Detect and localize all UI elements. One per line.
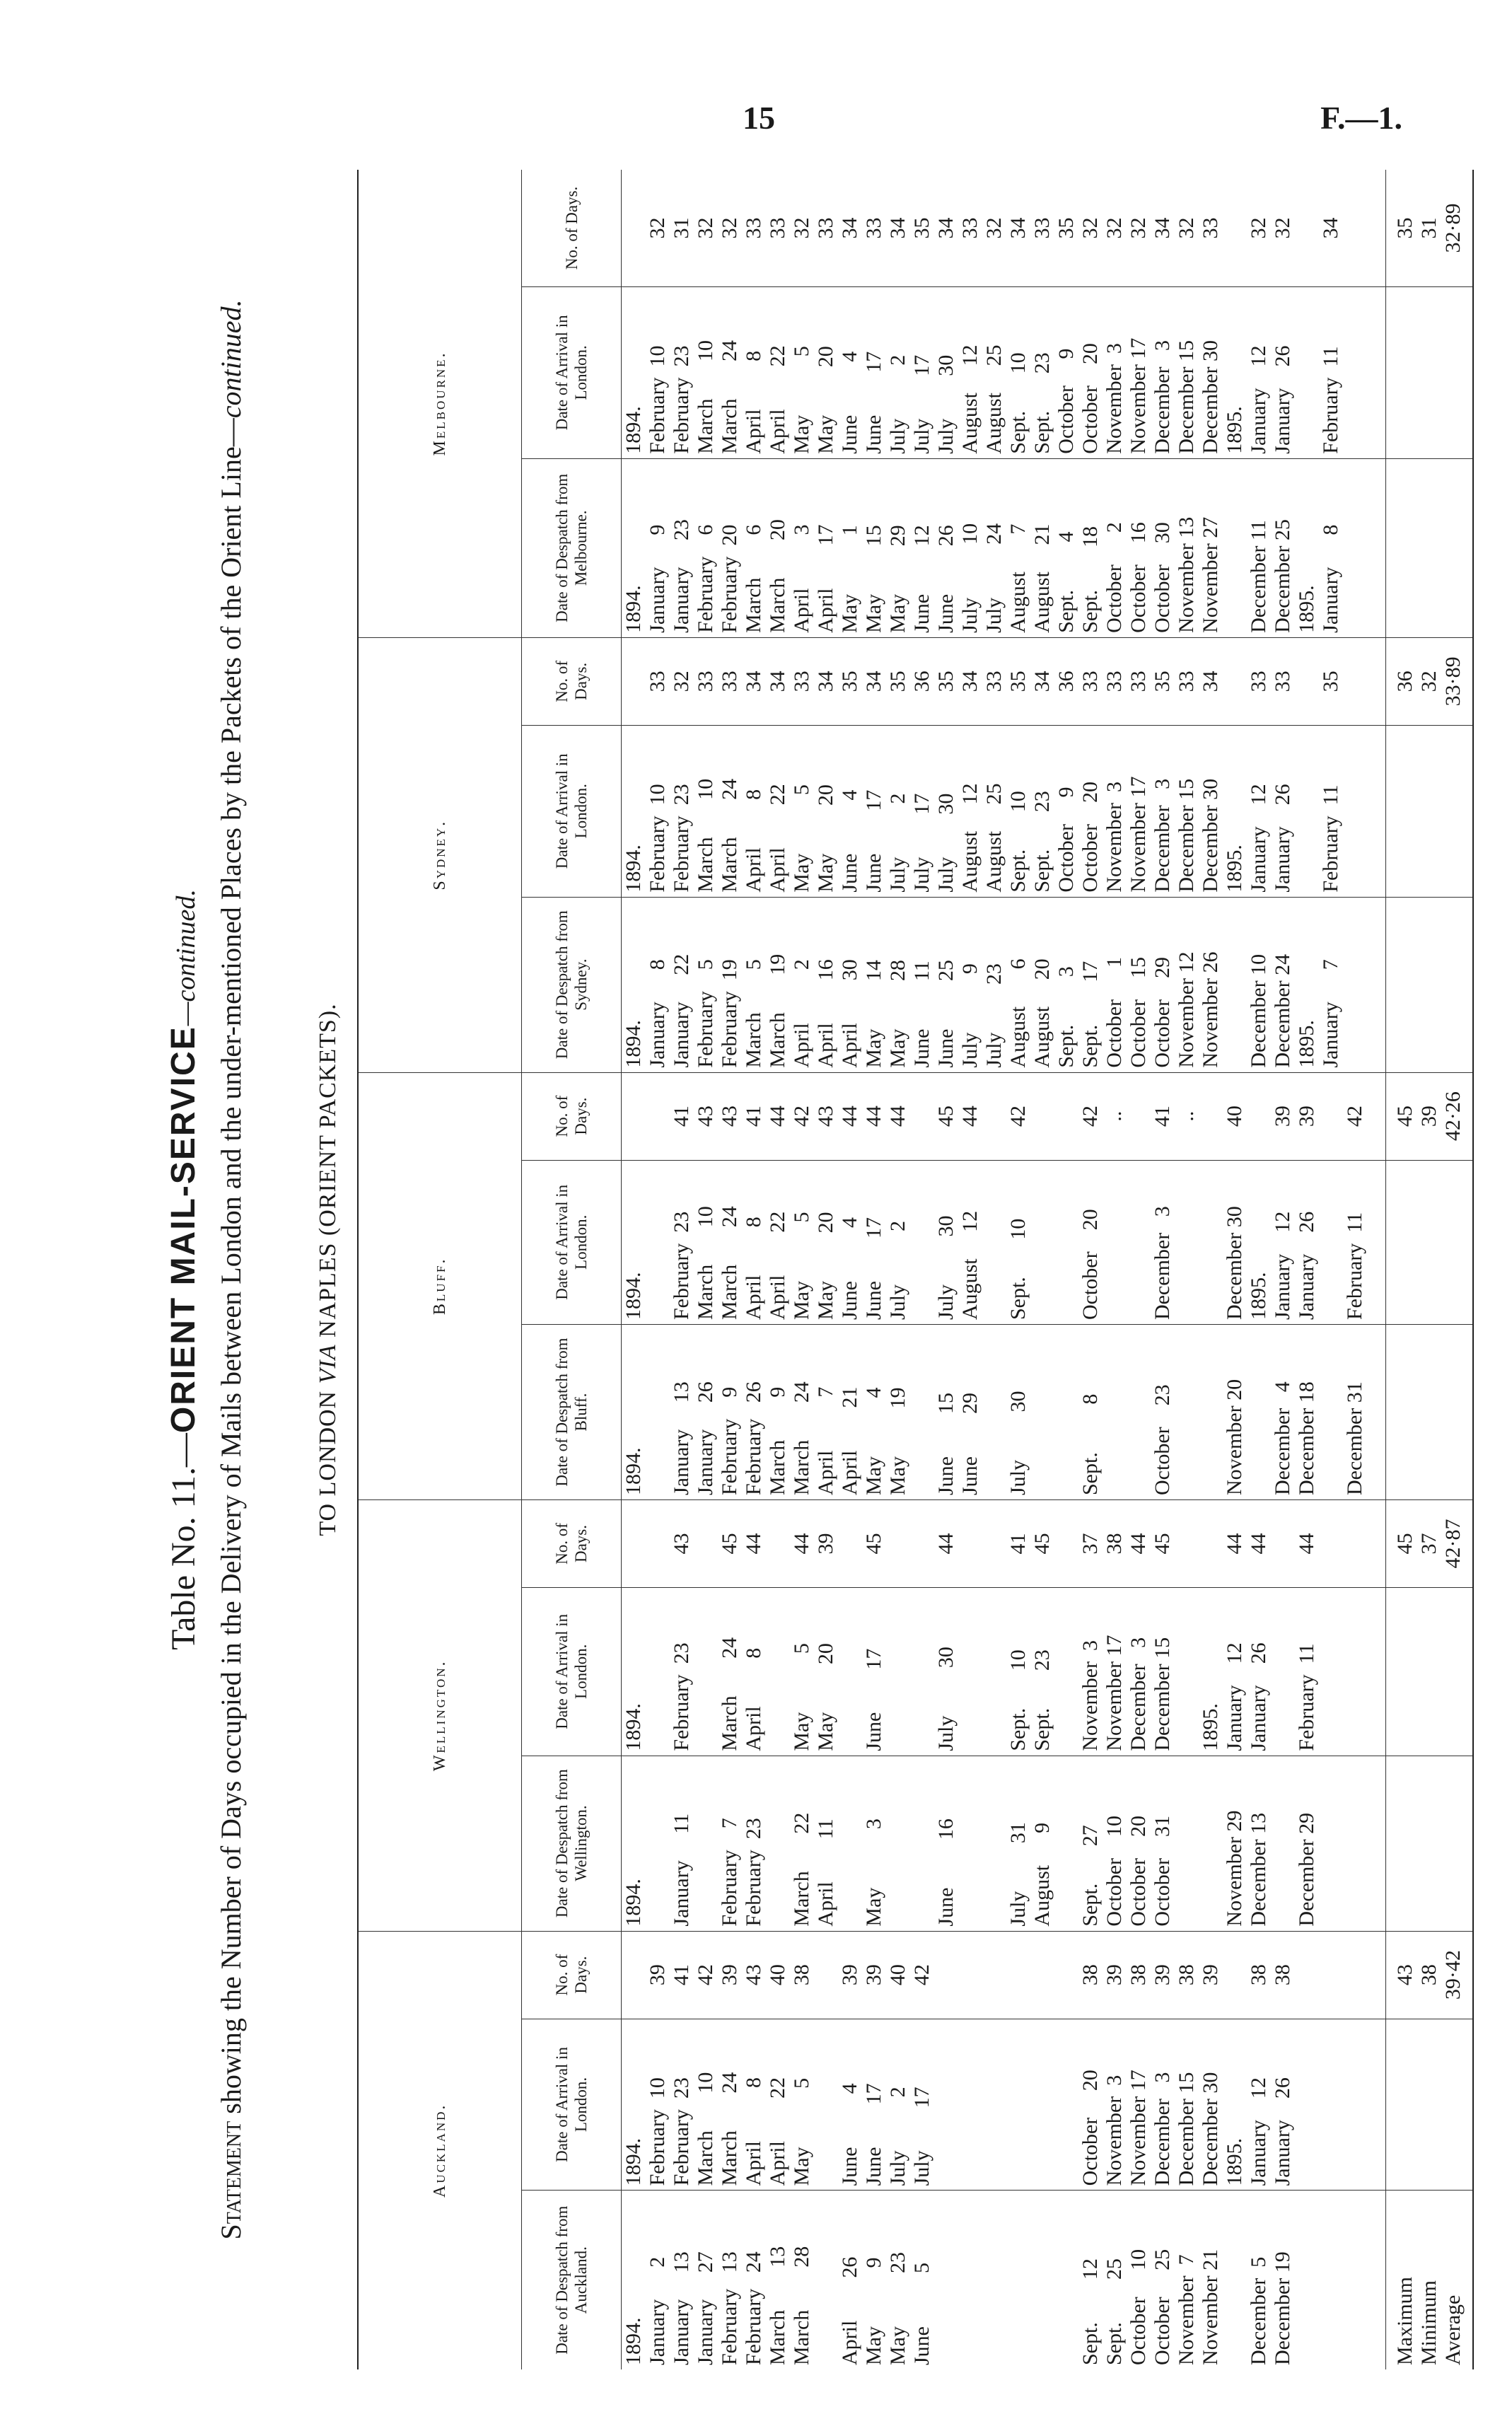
group-sydney: Sydney.	[358, 637, 522, 1072]
subtitle-via: VIA	[315, 1344, 341, 1384]
summary-blank	[1386, 1756, 1474, 1931]
col-bluff-arrival: Date of Arrival in London.	[522, 1160, 622, 1324]
auckland-days-cell: 39 41 42 39 43 40 38 39 39 40 42 38 39 38 39 38 39 38 38	[622, 1931, 1386, 2019]
melbourne-despatch-cell: 1894. January 9 January 23 February 6 February 20 March 6 March 20 April 3 April 17 May 1 May 15 May 29 June 12 June 26 July 10 July 24 August 7 August 21 Sept. 4 Sept. 18 October 2 October 16 October 30 November 13 November 27 December 11 December 25 1895. January 8	[622, 458, 1386, 637]
summary-sydney: 36 32 33·89	[1386, 637, 1474, 725]
statement-text: showing the Number of Days occupied in the Delivery of Mails between London and the under-mentioned Places by the Packets of the Orient Line—	[215, 418, 247, 2121]
statement-suffix: continued.	[215, 299, 247, 419]
summary-blank	[1386, 1588, 1474, 1756]
summary-bluff: 45 39 42·26	[1386, 1072, 1474, 1160]
group-bluff: Bluff.	[358, 1072, 522, 1499]
title-suffix: —continued.	[171, 889, 201, 1026]
summary-blank	[1386, 286, 1474, 458]
col-auckland-despatch: Date of Despatch from Auckland.	[522, 2191, 622, 2369]
statement-line	[214, 170, 248, 2369]
col-sydney-despatch: Date of Despatch from Sydney.	[522, 897, 622, 1072]
col-wellington-despatch: Date of Despatch from Wellington.	[522, 1756, 622, 1931]
melbourne-arrival-cell: 1894. February 10 February 23 March 10 March 24 April 8 April 22 May 5 May 20 June 4 June 17 July 2 July 17 July 30 August 12 August 25 Sept. 10 Sept. 23 October 9 October 20 November 3 November 17 December 3 December 15 December 30 1895. January 12 January 26 February 11	[622, 286, 1386, 458]
bluff-arrival-cell: 1894. February 23 March 10 March 24 April 8 April 22 May 5 May 20 June 4 June 17 July 2 July 30 August 12 Sept. 10 October 20 December 3 December 30 1895. January 12 January 26 February 11	[622, 1160, 1386, 1324]
col-melbourne-despatch: Date of Despatch from Melbourne.	[522, 458, 622, 637]
summary-blank	[1386, 458, 1474, 637]
col-auckland-arrival: Date of Arrival in London.	[522, 2019, 622, 2191]
col-melbourne-days: No. of Days.	[522, 170, 622, 286]
wellington-despatch-cell: 1894. January 11 February 7 February 23 March 22 April 11 May 3 June 16 July 31 August 9 Sept. 27 October 10 October 20 October 31 November 29 December 13 December 29	[622, 1756, 1386, 1931]
mail-service-table	[357, 170, 1474, 2369]
summary-melbourne: 35 31 32·89	[1386, 170, 1474, 286]
col-wellington-days: No. of Days.	[522, 1500, 622, 1588]
title-main: ORIENT MAIL-SERVICE	[165, 1026, 202, 1434]
wellington-days-cell: 43 45 44 44 39 45 44 41 45 37 38 44 45 44 44 44	[622, 1500, 1386, 1588]
summary-blank	[1386, 725, 1474, 897]
table-subtitle	[315, 170, 342, 2369]
summary-blank	[1386, 1160, 1474, 1324]
table-heading	[163, 170, 248, 2369]
rotated-table-page	[163, 170, 1465, 2369]
page-code: F.—1.	[1320, 100, 1402, 136]
group-header-row	[358, 170, 522, 2369]
melbourne-days-cell: 32 31 32 32 33 33 32 33 34 33 34 35 34 33 32 34 33 35 32 32 32 34 32 33 32 32 34	[622, 170, 1386, 286]
subtitle-post: NAPLES (ORIENT PACKETS).	[315, 1003, 341, 1345]
summary-labels: Maximum Minimum Average	[1386, 2191, 1474, 2369]
bluff-despatch-cell: 1894. January 13 January 26 February 9 February 26 March 9 March 24 April 7 April 21 May 4 May 19 June 15 June 29 July 30 Sept. 8 October 23 November 20 December 4 December 18 December 31	[622, 1325, 1386, 1500]
sydney-despatch-cell: 1894. January 8 January 22 February 5 February 19 March 5 March 19 April 2 April 16 April 30 May 14 May 28 June 11 June 25 July 9 July 23 August 6 August 20 Sept. 3 Sept. 17 October 1 October 15 October 29 November 12 November 26 December 10 December 24 1895. January 7	[622, 897, 1386, 1072]
sydney-days-cell: 33 32 33 33 34 34 33 34 35 34 35 36 35 34 33 35 34 36 33 33 33 35 33 34 33 33 35	[622, 637, 1386, 725]
page-number: 15	[743, 100, 775, 136]
summary-blank	[1386, 897, 1474, 1072]
col-auckland-days: No. of Days.	[522, 1931, 622, 2019]
bluff-days-cell: 41 43 43 41 44 42 43 44 44 44 45 44 42 42 .. 41 .. 40 39 39 42	[622, 1072, 1386, 1160]
statement-lead: Statement	[215, 2120, 247, 2240]
group-melbourne: Melbourne.	[358, 170, 522, 637]
summary-auckland: 43 38 39·42	[1386, 1931, 1474, 2019]
subtitle-pre: TO LONDON	[315, 1383, 341, 1536]
title-prefix: Table No. 11.—	[165, 1433, 202, 1650]
group-wellington: Wellington.	[358, 1500, 522, 1932]
group-auckland: Auckland.	[358, 1931, 522, 2369]
summary-blank	[1386, 1325, 1474, 1500]
auckland-despatch-cell: 1894. January 2 January 13 January 27 February 13 February 24 March 13 March 28 April 26 May 9 May 23 June 5 Sept. 12 Sept. 25 October 10 October 25 November 7 November 21 December 5 December 19	[622, 2246, 1294, 2365]
col-sydney-days: No. of Days.	[522, 637, 622, 725]
col-melbourne-arrival: Date of Arrival in London.	[522, 286, 622, 458]
auckland-arrival-cell: 1894. February 10 February 23 March 10 March 24 April 8 April 22 May 5 June 4 June 17 July 2 July 17 October 20 November 3 November 17 December 3 December 15 December 30 1895. January 12 January 26	[622, 2019, 1386, 2191]
summary-row	[1386, 170, 1474, 2369]
sydney-arrival-cell: 1894. February 10 February 23 March 10 March 24 April 8 April 22 May 5 May 20 June 4 June 17 July 2 July 17 July 30 August 12 August 25 Sept. 10 Sept. 23 October 9 October 20 November 3 November 17 December 3 December 15 December 30 1895. January 12 January 26 February 11	[622, 725, 1386, 897]
col-sydney-arrival: Date of Arrival in London.	[522, 725, 622, 897]
col-wellington-arrival: Date of Arrival in London.	[522, 1588, 622, 1756]
summary-blank	[1386, 2019, 1474, 2191]
col-bluff-despatch: Date of Despatch from Bluff.	[522, 1325, 622, 1500]
wellington-arrival-cell: 1894. February 23 March 24 April 8 May 5 May 20 June 17 July 30 Sept. 10 Sept. 23 November 3 November 17 December 3 December 15 1895. January 12 January 26 February 11	[622, 1588, 1386, 1756]
table-body-row	[622, 170, 1386, 2369]
col-bluff-days: No. of Days.	[522, 1072, 622, 1160]
column-header-row	[522, 170, 622, 2369]
table-title	[163, 170, 207, 2369]
summary-wellington: 45 37 42·87	[1386, 1500, 1474, 1588]
